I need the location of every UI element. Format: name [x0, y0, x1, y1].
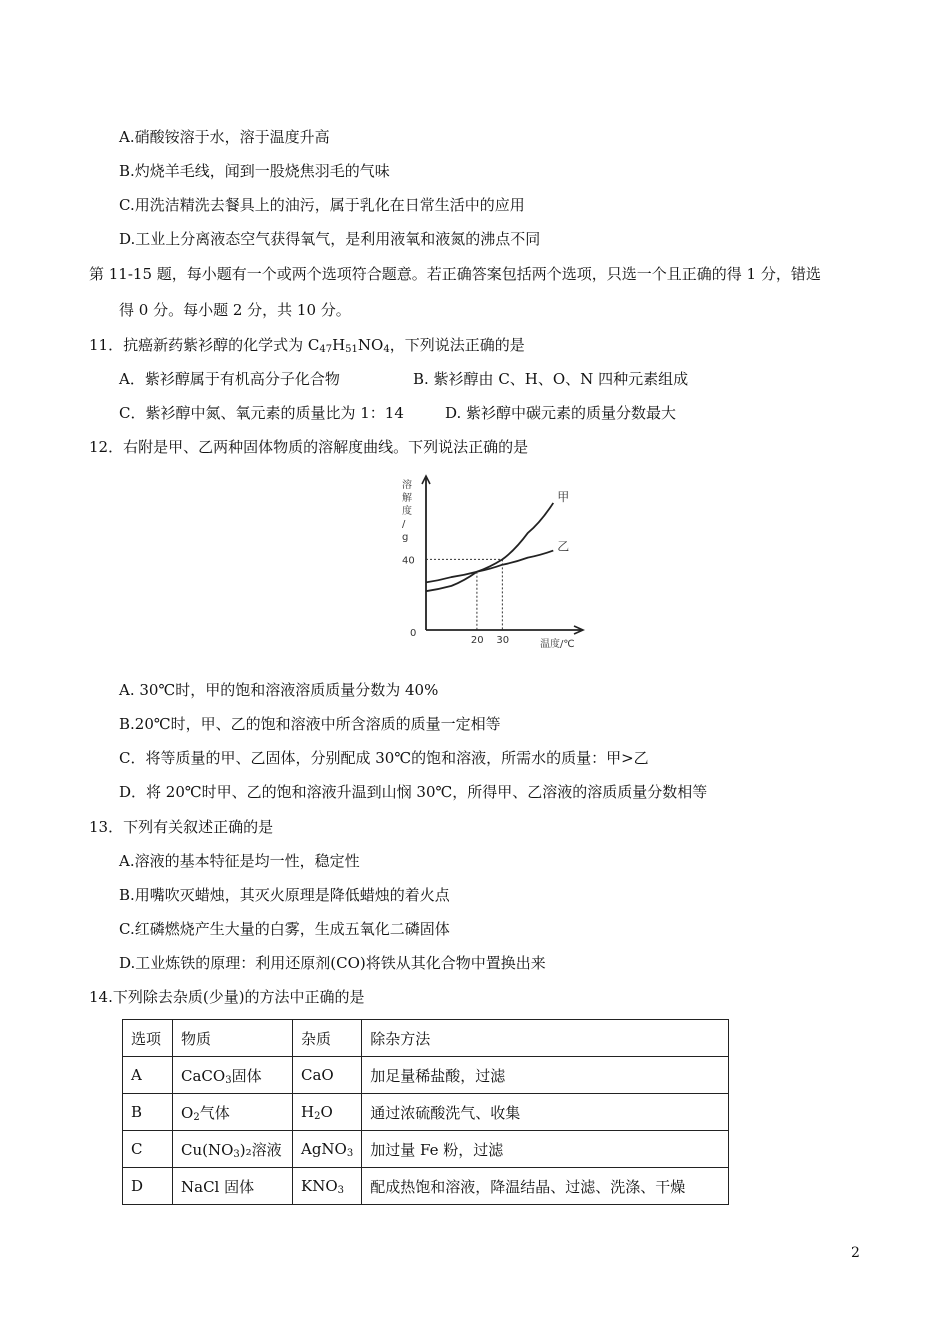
table-row: [123, 1094, 729, 1131]
y-axis-label-char: 度: [402, 506, 412, 517]
table-header: 杂质: [293, 1020, 362, 1057]
table-cell: $H_2O$: [293, 1094, 362, 1131]
q12-option-a: A. 30℃时，甲的饱和溶液溶质质量分数为 40%: [119, 681, 439, 699]
chart-series: [426, 503, 553, 591]
y-tick-label: 40: [402, 555, 415, 567]
section-note-line2: 得 0 分。每小题 2 分，共 10 分。: [119, 301, 351, 319]
y-axis-label-char: 溶: [402, 480, 412, 491]
q14-stem: 14.下列除去杂质(少量)的方法中正确的是: [89, 988, 365, 1006]
table-row: [123, 1057, 729, 1094]
section-note-line1: 第 11-15 题，每小题有一个或两个选项符合题意。若正确答案包括两个选项，只选一个且正确的得 1 分，错选: [89, 265, 821, 283]
series-label: 甲: [557, 489, 570, 504]
table-cell: NaCl 固体: [173, 1168, 293, 1205]
x-tick-label: 30: [496, 635, 510, 646]
q11-stem: 11．抗癌新药紫衫醇的化学式为 $C_{47}H_{51}NO_4$，下列说法正确的是: [89, 336, 525, 355]
q12-option-d: D．将 20℃时甲、乙的饱和溶液升温到山悯 30℃，所得甲、乙溶液的溶质质量分数相等: [119, 783, 708, 801]
q13-option-a: A.溶液的基本特征是均一性，稳定性: [119, 852, 360, 870]
table-header: 除杂方法: [362, 1020, 729, 1057]
q11-option-d: D. 紫衫醇中碳元素的质量分数最大: [445, 404, 677, 422]
q12-option-c: C．将等质量的甲、乙固体，分别配成 30℃的饱和溶液，所需水的质量：甲>乙: [119, 749, 649, 767]
q13-stem: 13．下列有关叙述正确的是: [89, 818, 274, 836]
table-cell: 通过浓硫酸洗气、收集: [362, 1094, 729, 1131]
table-cell: AgNO$_3$: [293, 1131, 362, 1168]
solubility-chart: [388, 470, 588, 655]
page-number: 2: [851, 1245, 860, 1261]
prev-option-a: A.硝酸铵溶于水，溶于温度升高: [119, 128, 330, 146]
origin-label: 0: [410, 628, 417, 639]
table-cell: B: [123, 1094, 173, 1131]
table-cell: A: [123, 1057, 173, 1094]
q11-option-b: B. 紫衫醇由 C、H、O、N 四种元素组成: [413, 370, 689, 388]
prev-option-c: C.用洗洁精洗去餐具上的油污，属于乳化在日常生活中的应用: [119, 196, 525, 214]
prev-option-b: B.灼烧羊毛线，闻到一股烧焦羽毛的气味: [119, 162, 390, 180]
q13-option-d: D.工业炼铁的原理：利用还原剂(CO)将铁从其化合物中置换出来: [119, 954, 546, 972]
table-cell: $O_2$气体: [173, 1094, 293, 1131]
prev-option-d: D.工业上分离液态空气获得氧气，是利用液氧和液氮的沸点不同: [119, 230, 541, 248]
table-header: 物质: [173, 1020, 293, 1057]
q13-option-c: C.红磷燃烧产生大量的白雾，生成五氧化二磷固体: [119, 920, 450, 938]
q14-table: [122, 1019, 729, 1205]
table-header: 选项: [123, 1020, 173, 1057]
table-row: [123, 1131, 729, 1168]
table-cell: 加过量 Fe 粉，过滤: [362, 1131, 729, 1168]
y-axis-label-char: g: [402, 532, 409, 543]
q11-option-c: C．紫衫醇中氮、氧元素的质量比为 1：14: [119, 404, 404, 422]
table-header-row: [123, 1020, 729, 1057]
q11-option-a: A．紫衫醇属于有机高分子化合物: [119, 370, 340, 388]
y-axis-label-char: 解: [402, 493, 412, 504]
table-row: [123, 1168, 729, 1205]
table-cell: $KNO_3$: [293, 1168, 362, 1205]
series-label: 乙: [557, 539, 570, 554]
table-cell: CaO: [293, 1057, 362, 1094]
x-axis-label: 温度/℃: [540, 639, 575, 650]
table-cell: CaCO$_3$固体: [173, 1057, 293, 1094]
table-cell: C: [123, 1131, 173, 1168]
chart-guides: [426, 559, 502, 630]
q12-stem: 12．右附是甲、乙两种固体物质的溶解度曲线。下列说法正确的是: [89, 438, 529, 456]
table-cell: $Cu(NO_3)_2$溶液: [173, 1131, 293, 1168]
q13-option-b: B.用嘴吹灭蜡烛，其灭火原理是降低蜡烛的着火点: [119, 886, 450, 904]
table-cell: 配成热饱和溶液，降温结晶、过滤、洗涤、干燥: [362, 1168, 729, 1205]
x-tick-label: 20: [470, 635, 484, 646]
table-cell: 加足量稀盐酸，过滤: [362, 1057, 729, 1094]
chart-labels: [402, 478, 575, 650]
y-axis-label-char: /: [402, 519, 406, 530]
q12-option-b: B.20℃时，甲、乙的饱和溶液中所含溶质的质量一定相等: [119, 715, 501, 733]
table-cell: D: [123, 1168, 173, 1205]
